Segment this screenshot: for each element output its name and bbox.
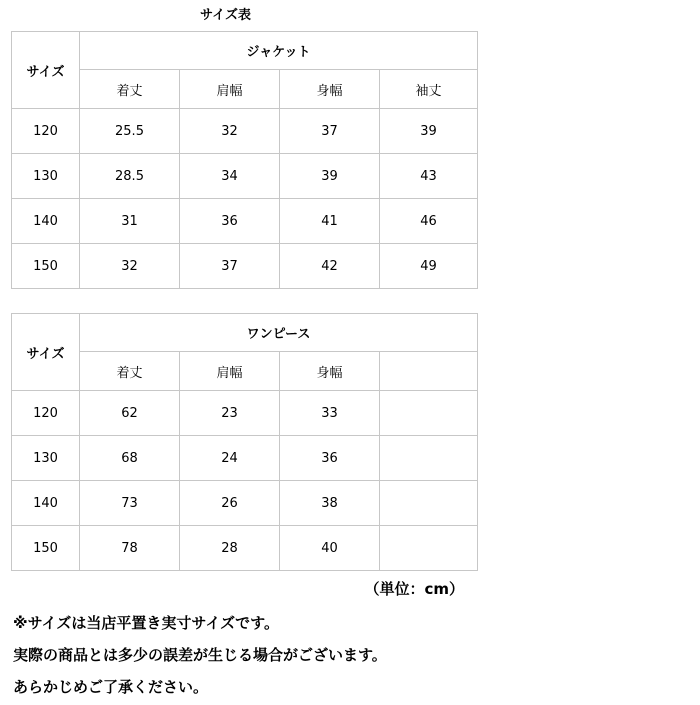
value-cell: 28 [180, 526, 280, 571]
column-header-chest: 身幅 [280, 70, 380, 109]
table-row [12, 244, 478, 289]
size-cell: 150 [12, 244, 80, 289]
value-cell: 68 [80, 436, 180, 481]
value-cell: 32 [80, 244, 180, 289]
value-cell: 36 [280, 436, 380, 481]
size-cell: 120 [12, 391, 80, 436]
value-cell: 24 [180, 436, 280, 481]
column-header-chest: 身幅 [280, 352, 380, 391]
value-cell: 32 [180, 109, 280, 154]
column-header-sleeve: 袖丈 [380, 70, 478, 109]
jacket-group-header: ジャケット [80, 32, 478, 70]
page-title: サイズ表 [200, 8, 251, 23]
size-cell: 120 [12, 109, 80, 154]
size-header: サイズ [12, 314, 80, 391]
value-cell: 38 [280, 481, 380, 526]
unit-label: （単位：cm） [364, 580, 464, 598]
table-row [12, 481, 478, 526]
table-row [12, 154, 478, 199]
value-cell: 41 [280, 199, 380, 244]
size-header: サイズ [12, 32, 80, 109]
table-row [12, 526, 478, 571]
value-cell: 40 [280, 526, 380, 571]
onepiece-group-header: ワンピース [80, 314, 478, 352]
empty-cell [380, 481, 478, 526]
column-header-shoulder: 肩幅 [180, 352, 280, 391]
column-header-length: 着丈 [80, 352, 180, 391]
jacket-size-table [11, 31, 478, 289]
value-cell: 73 [80, 481, 180, 526]
table-row [12, 436, 478, 481]
size-cell: 130 [12, 154, 80, 199]
empty-column-header [380, 352, 478, 391]
value-cell: 62 [80, 391, 180, 436]
value-cell: 49 [380, 244, 478, 289]
note-line: 実際の商品とは多少の誤差が生じる場合がございます。 [13, 646, 387, 664]
size-cell: 140 [12, 481, 80, 526]
table-row [12, 199, 478, 244]
table-row [12, 391, 478, 436]
value-cell: 25.5 [80, 109, 180, 154]
size-cell: 130 [12, 436, 80, 481]
value-cell: 46 [380, 199, 478, 244]
value-cell: 26 [180, 481, 280, 526]
value-cell: 37 [280, 109, 380, 154]
value-cell: 33 [280, 391, 380, 436]
value-cell: 31 [80, 199, 180, 244]
notes [13, 609, 387, 705]
value-cell: 23 [180, 391, 280, 436]
empty-cell [380, 391, 478, 436]
column-header-shoulder: 肩幅 [180, 70, 280, 109]
value-cell: 39 [280, 154, 380, 199]
value-cell: 39 [380, 109, 478, 154]
table-row [12, 109, 478, 154]
value-cell: 43 [380, 154, 478, 199]
empty-cell [380, 436, 478, 481]
empty-cell [380, 526, 478, 571]
value-cell: 34 [180, 154, 280, 199]
size-cell: 140 [12, 199, 80, 244]
value-cell: 42 [280, 244, 380, 289]
value-cell: 78 [80, 526, 180, 571]
onepiece-size-table [11, 313, 478, 571]
value-cell: 36 [180, 199, 280, 244]
note-line: あらかじめご了承ください。 [13, 678, 209, 696]
column-header-length: 着丈 [80, 70, 180, 109]
size-cell: 150 [12, 526, 80, 571]
note-line: ※サイズは当店平置き実寸サイズです。 [13, 614, 279, 632]
value-cell: 37 [180, 244, 280, 289]
value-cell: 28.5 [80, 154, 180, 199]
